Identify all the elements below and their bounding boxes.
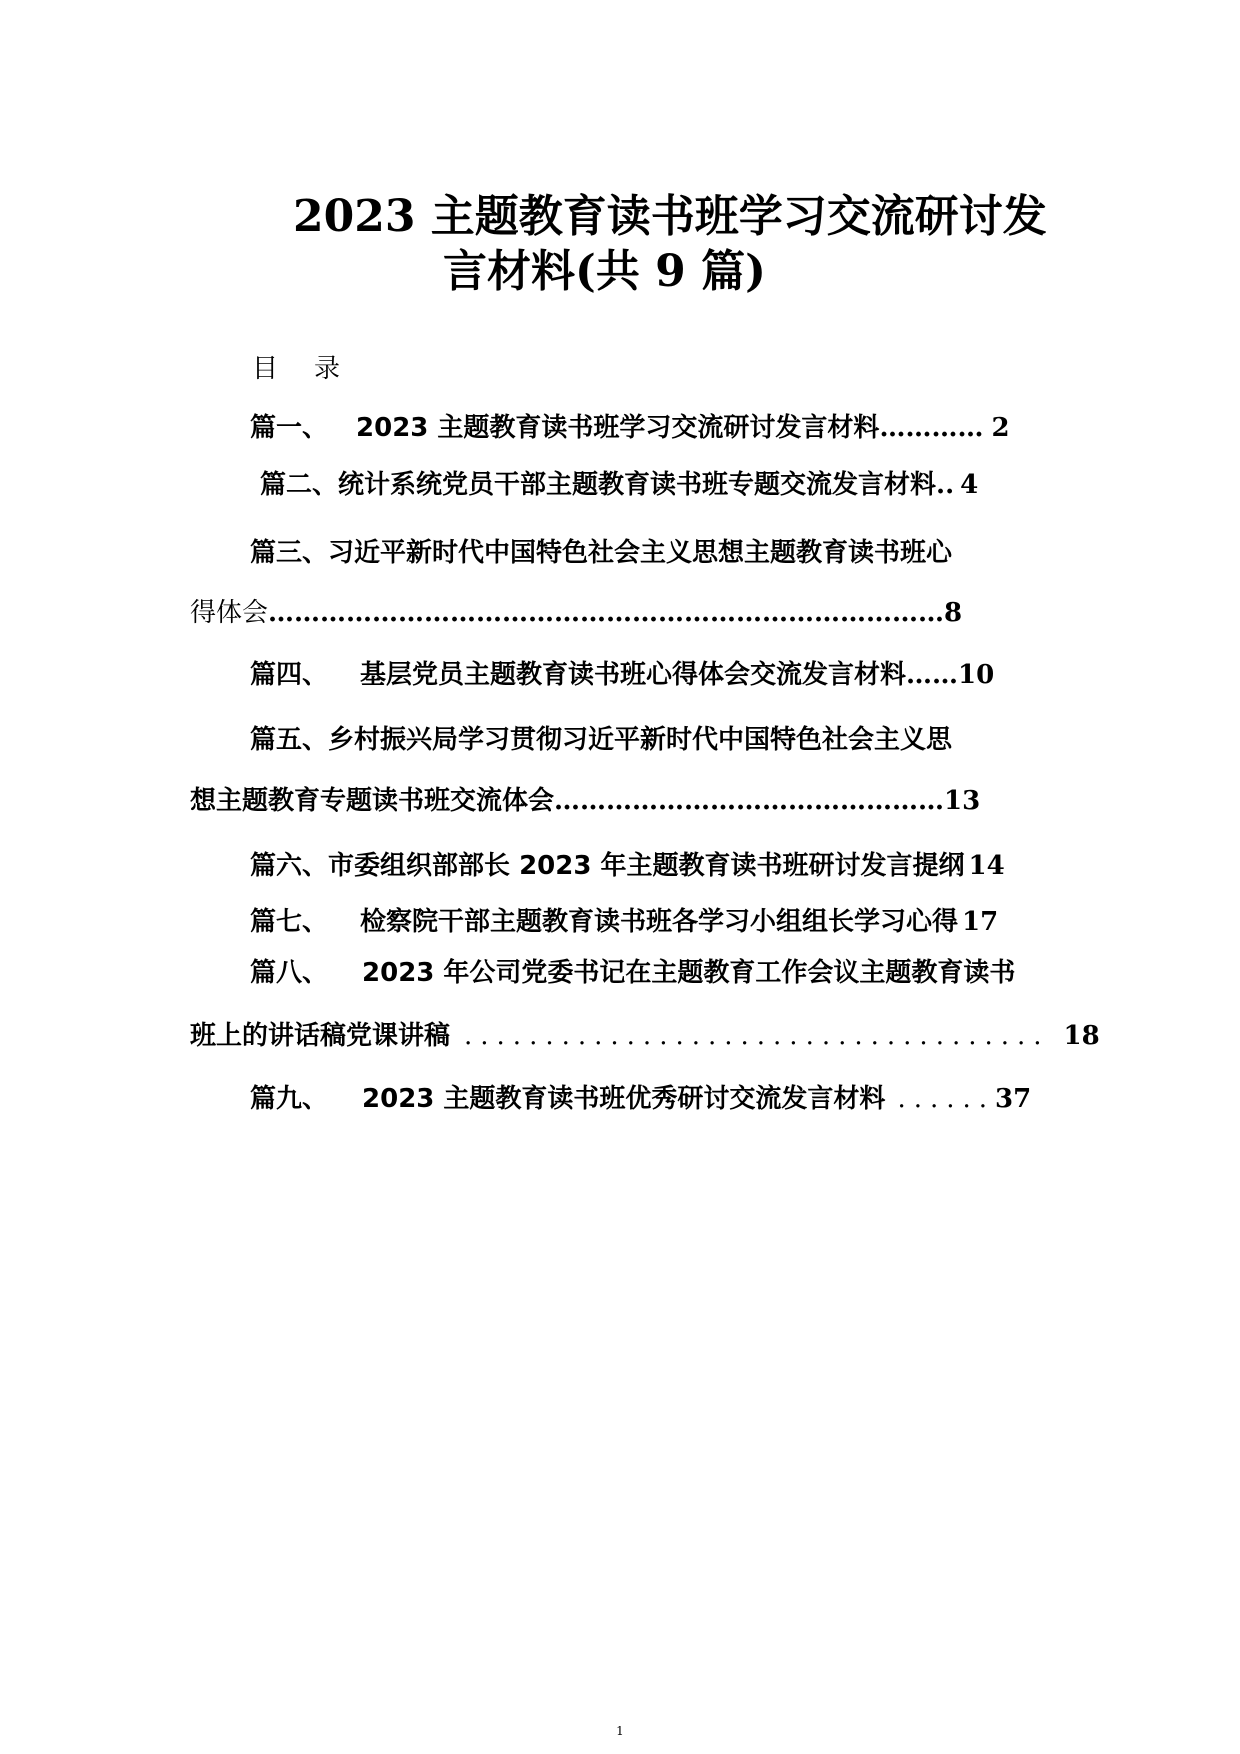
toc-entry-label: 篇六、 [250,851,329,881]
toc-entry-title-continued: 班上的讲话稿党课讲稿 [190,1021,451,1051]
toc-entry-title: 2023 主题教育读书班学习交流研讨发言材料 [356,413,880,443]
toc-entry-label: 篇一、 [250,413,329,443]
toc-entry-9[interactable] [250,1086,1031,1112]
toc-entry-title: 乡村振兴局学习贯彻习近平新时代中国特色社会主义思 [328,725,953,755]
toc-entry-page: 13 [944,786,981,816]
toc-entry-title: 检察院干部主题教育读书班各学习小组组长学习心得 [360,907,959,937]
toc-entry-label: 篇七、 [250,907,329,937]
toc-entry-5[interactable] [250,727,952,753]
toc-entry-4[interactable] [250,662,994,688]
document-title-line-1: 2023 主题教育读书班学习交流研讨发 [293,191,1047,242]
toc-entry-3[interactable] [250,540,952,566]
toc-heading [252,348,340,385]
toc-entry-page: 4 [960,470,979,500]
toc-entry-label: 篇八、 [250,958,329,988]
toc-entry-page: 2 [991,413,1010,443]
document-title-line-2: 言材料(共 9 篇) [443,246,766,297]
toc-entry-leader: ………… [879,413,984,443]
page-number: 1 [616,1724,624,1738]
toc-entry-2[interactable] [260,472,978,498]
toc-heading-left: 目 [252,354,279,384]
toc-entry-label: 篇九、 [250,1084,329,1114]
toc-entry-title-continued: 得体会 [190,598,269,628]
toc-entry-label: 篇二、 [260,470,339,500]
toc-entry-3-continued[interactable] [190,600,962,626]
toc-entry-leader: …… [906,660,959,690]
toc-entry-page: 14 [968,851,1005,881]
toc-entry-title: 市委组织部部长 2023 年主题教育读书班研讨发言提纲 [328,851,965,881]
toc-entry-leader: .................................... [464,1021,1050,1051]
toc-entry-page: 18 [1063,1021,1100,1051]
toc-entry-6[interactable] [250,853,1005,879]
toc-entry-page: 10 [958,660,995,690]
toc-entry-title-continued: 想主题教育专题读书班交流体会 [190,786,555,816]
toc-entry-page: 8 [944,598,963,628]
toc-entry-title: 习近平新时代中国特色社会主义思想主题教育读书班心 [328,538,953,568]
toc-entry-leader: ……………………………………… [554,786,945,816]
toc-entry-8[interactable] [250,960,1015,986]
toc-entry-page: 37 [995,1084,1032,1114]
toc-entry-leader: …………………………………………………………………… [268,598,945,628]
toc-entry-label: 篇四、 [250,660,329,690]
toc-entry-5-continued[interactable] [190,788,980,814]
toc-entry-1[interactable] [250,415,1010,441]
toc-entry-label: 篇五、 [250,725,329,755]
toc-entry-label: 篇三、 [250,538,329,568]
toc-entry-page: 17 [962,907,999,937]
toc-entry-title: 2023 主题教育读书班优秀研讨交流发言材料 [362,1084,886,1114]
toc-entry-8-continued[interactable] [190,1023,1100,1049]
toc-entry-title: 基层党员主题教育读书班心得体会交流发言材料 [360,660,907,690]
toc-entry-leader: ...... [897,1084,996,1114]
toc-heading-right: 录 [314,354,341,384]
toc-entry-leader: .. [936,470,955,500]
toc-entry-title: 2023 年公司党委书记在主题教育工作会议主题教育读书 [362,958,1016,988]
toc-entry-7[interactable] [250,909,998,935]
toc-entry-title: 统计系统党员干部主题教育读书班专题交流发言材料 [338,470,937,500]
